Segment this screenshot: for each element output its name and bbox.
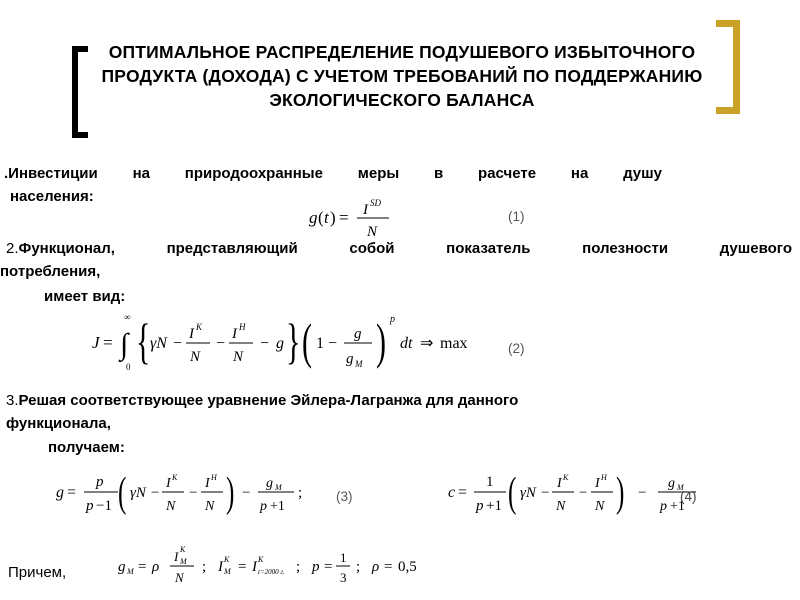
svg-text:3: 3	[340, 570, 347, 585]
svg-text:N: N	[205, 499, 215, 514]
svg-text:p: p	[260, 499, 267, 514]
svg-text:g: g	[276, 335, 284, 352]
svg-text:N: N	[190, 349, 201, 365]
item2-line2: потребления,	[0, 263, 101, 280]
svg-text:M: M	[275, 483, 282, 492]
svg-text:=: =	[238, 559, 247, 575]
svg-text:ρ: ρ	[152, 559, 160, 575]
formula-3	[54, 462, 326, 524]
svg-text:p: p	[660, 499, 667, 514]
svg-text:K: K	[563, 473, 569, 482]
svg-text:;: ;	[356, 559, 361, 575]
svg-text:M: M	[677, 483, 684, 492]
svg-text:I: I	[232, 326, 237, 342]
item3-line3: получаем:	[48, 439, 125, 456]
svg-text:): )	[226, 469, 235, 516]
svg-text:⇒: ⇒	[420, 335, 434, 352]
eq1-number: (1)	[508, 209, 525, 224]
svg-text:;: ;	[296, 559, 301, 575]
svg-text:max: max	[440, 335, 468, 352]
svg-text:−: −	[242, 485, 251, 501]
svg-text:J: J	[92, 333, 100, 352]
svg-text:}: }	[286, 313, 301, 369]
svg-text:g: g	[309, 208, 318, 227]
svg-text:+1: +1	[486, 498, 502, 514]
svg-text:1: 1	[316, 335, 324, 352]
svg-text:=: =	[339, 208, 349, 227]
svg-text:(: (	[118, 469, 127, 516]
slide-title: ОПТИМАЛЬНОЕ РАСПРЕДЕЛЕНИЕ ПОДУШЕВОГО ИЗБЫТОЧНОГО ПРОДУКТА (ДОХОДА) С УЧЕТОМ ТРЕБОВАНИЙ ПО ПОДДЕРЖАНИЮ ЭКОЛОГИЧЕСКОГО БАЛАНСА	[101, 42, 703, 110]
svg-text:(: (	[302, 313, 312, 369]
svg-text:=: =	[138, 559, 147, 575]
svg-text:I: I	[252, 559, 257, 575]
svg-text:0,5: 0,5	[398, 559, 417, 575]
svg-text:K: K	[224, 555, 230, 564]
item3-line1: Решая соответствующее уравнение Эйлера-Лагранжа для данного	[18, 392, 519, 409]
svg-text:I: I	[174, 549, 179, 564]
svg-text:γN: γN	[150, 335, 167, 352]
item2-line3: имеет вид:	[44, 288, 126, 305]
svg-text:γN: γN	[130, 485, 146, 501]
svg-text:M: M	[180, 557, 187, 566]
svg-text:=: =	[458, 484, 468, 501]
svg-text:N: N	[367, 224, 378, 240]
svg-text:=: =	[67, 484, 77, 501]
svg-text:I: I	[595, 476, 600, 491]
svg-text:(: (	[508, 469, 517, 516]
right-bracket-decoration	[716, 20, 740, 114]
svg-text:I: I	[166, 476, 171, 491]
svg-text:{: {	[136, 313, 151, 369]
svg-text:ρ: ρ	[372, 559, 380, 575]
svg-text:g: g	[346, 351, 354, 367]
svg-text:−: −	[328, 335, 338, 352]
svg-text:I: I	[218, 559, 223, 575]
formula-4	[446, 462, 706, 524]
svg-text:g: g	[354, 326, 362, 342]
svg-text:I: I	[557, 476, 562, 491]
svg-text:−: −	[638, 485, 647, 501]
left-bracket-decoration	[72, 46, 88, 138]
svg-text:1: 1	[486, 474, 494, 490]
eq2-number: (2)	[508, 341, 525, 356]
svg-text:g: g	[118, 559, 126, 575]
svg-text:1: 1	[340, 550, 347, 565]
svg-text:=: =	[103, 333, 113, 352]
svg-text:(: (	[318, 208, 324, 227]
svg-text:=: =	[324, 559, 333, 575]
eq4-number: (4)	[680, 489, 697, 504]
svg-text:N: N	[233, 349, 244, 365]
item3-prefix: 3.	[6, 392, 19, 409]
svg-text:): )	[616, 469, 625, 516]
item3-line2: функционала,	[6, 415, 111, 432]
svg-text:∞: ∞	[124, 312, 131, 322]
svg-text:−: −	[541, 485, 550, 501]
item2-line1: Функционал, представляющий собой показатель полезности душевого	[18, 240, 792, 257]
svg-text:N: N	[556, 499, 566, 514]
svg-text:K: K	[258, 555, 264, 564]
svg-text:M: M	[127, 567, 134, 576]
svg-text:p: p	[312, 559, 320, 575]
svg-text:−1: −1	[96, 498, 112, 514]
svg-text:c: c	[448, 484, 456, 501]
svg-text:N: N	[175, 570, 184, 585]
svg-text:N: N	[595, 499, 605, 514]
svg-text:SD: SD	[370, 198, 381, 208]
svg-text:t: t	[324, 208, 329, 227]
svg-text:K: K	[196, 322, 203, 332]
svg-text:M: M	[224, 567, 231, 576]
svg-text:γN: γN	[520, 485, 536, 501]
svg-text:g: g	[266, 476, 273, 491]
svg-text:=: =	[384, 559, 393, 575]
svg-text:H: H	[239, 322, 246, 332]
svg-text:K: K	[180, 545, 186, 554]
svg-text:−: −	[151, 485, 160, 501]
note-label: Причем,	[8, 564, 67, 581]
svg-text:): )	[330, 208, 336, 227]
item1-line2: населения:	[10, 188, 94, 205]
svg-text:−: −	[173, 335, 183, 352]
svg-text:p: p	[86, 498, 94, 514]
svg-text:−: −	[260, 335, 270, 352]
svg-text:+1: +1	[270, 499, 285, 514]
svg-text:H: H	[601, 473, 607, 482]
formula-2	[88, 308, 498, 380]
formula-note	[116, 538, 446, 586]
svg-text:−: −	[579, 485, 588, 501]
svg-text:g: g	[56, 484, 64, 501]
svg-text:−: −	[216, 335, 226, 352]
svg-text:K: K	[172, 473, 178, 482]
svg-text:p: p	[390, 314, 395, 325]
svg-text:I: I	[363, 202, 368, 218]
svg-text:g: g	[668, 476, 675, 491]
svg-text:dt: dt	[400, 335, 413, 352]
formula-1	[305, 196, 395, 242]
svg-text:∫: ∫	[120, 328, 129, 361]
svg-text:N: N	[166, 499, 176, 514]
svg-text:;: ;	[298, 485, 303, 501]
item2-line1-wrap	[6, 238, 792, 259]
svg-text:;: ;	[202, 559, 207, 575]
svg-text:M: M	[355, 359, 363, 369]
svg-text:p: p	[476, 498, 484, 514]
svg-text:I: I	[189, 326, 194, 342]
svg-text:p: p	[96, 474, 104, 490]
svg-text:I: I	[205, 476, 210, 491]
svg-text:): )	[376, 313, 386, 369]
item2-prefix: 2.	[6, 240, 19, 257]
svg-text:0: 0	[126, 362, 131, 372]
item1-line1: .Инвестиции на природоохранные меры в расчете на душу	[4, 165, 662, 182]
item3-line1-wrap	[6, 390, 518, 411]
svg-text:t=2000 г.: t=2000 г.	[258, 568, 285, 576]
svg-text:H: H	[211, 473, 217, 482]
svg-text:+1: +1	[670, 499, 685, 514]
eq3-number: (3)	[336, 489, 353, 504]
svg-text:−: −	[189, 485, 198, 501]
